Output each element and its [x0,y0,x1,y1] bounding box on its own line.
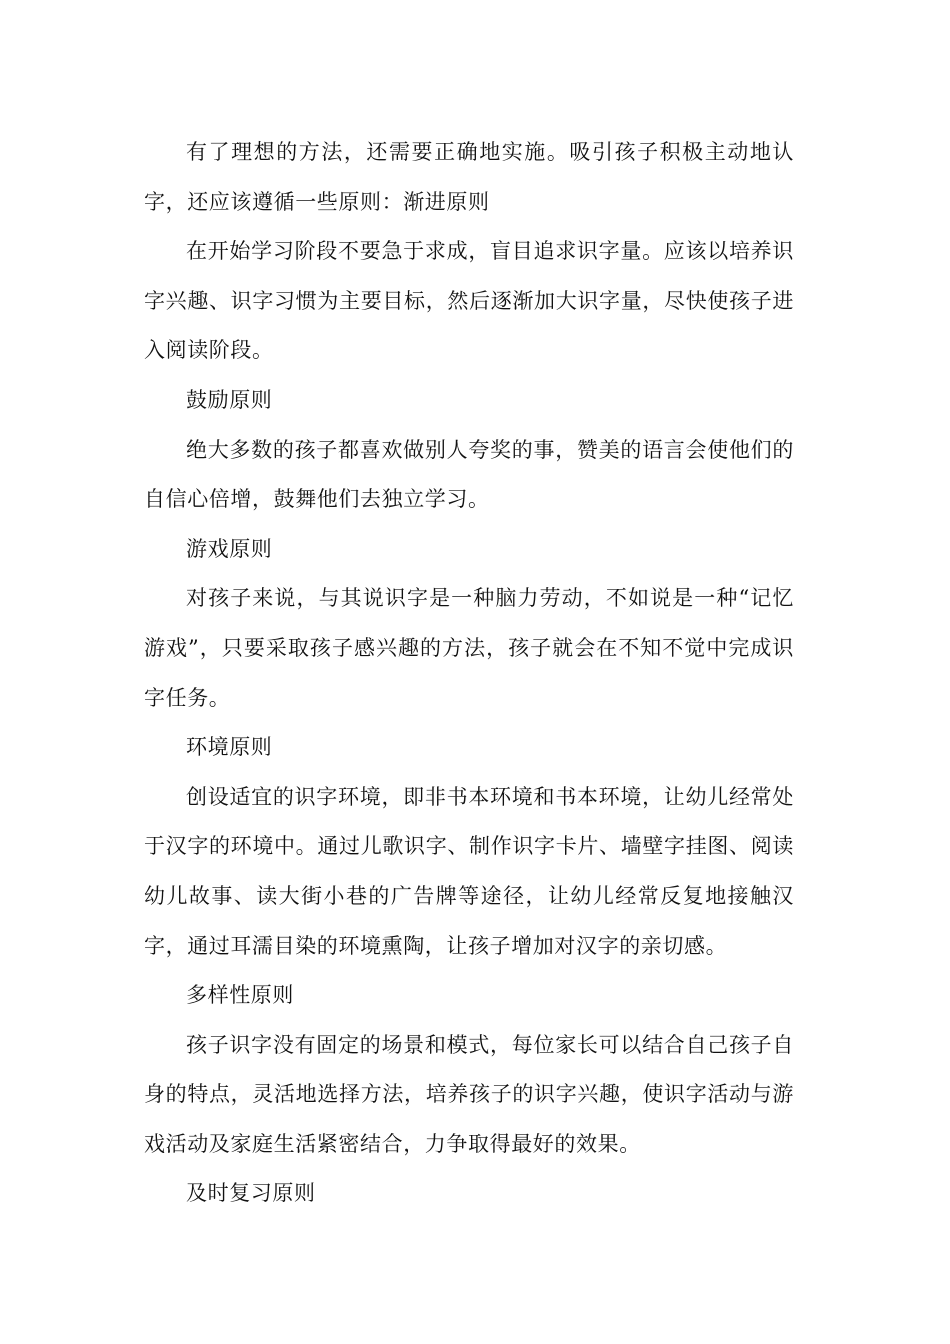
heading-diversity: 多样性原则 [186,983,294,1008]
document-body [144,128,794,1219]
paragraph-encouragement: 绝大多数的孩子都喜欢做别人夸奖的事，赞美的语言会使他们的自信心倍增，鼓舞他们去独立学习。 [144,437,794,512]
heading-game: 游戏原则 [186,536,273,561]
paragraph-game: 对孩子来说，与其说识字是一种脑力劳动，不如说是一种“记忆游戏”，只要采取孩子感兴趣的方法，孩子就会在不知不觉中完成识字任务。 [144,586,794,710]
heading-review: 及时复习原则 [186,1181,316,1206]
paragraph-environment: 创设适宜的识字环境，即非书本环境和书本环境，让幼儿经常处于汉字的环境中。通过儿歌识字、制作识字卡片、墙壁字挂图、阅读幼儿故事、读大街小巷的广告牌等途径，让幼儿经常反复地接触汉字，通过耳濡目染的环境熏陶，让孩子增加对汉字的亲切感。 [144,784,794,958]
heading-environment: 环境原则 [186,735,273,760]
paragraph-gradual: 在开始学习阶段不要急于求成，盲目追求识字量。应该以培养识字兴趣、识字习惯为主要目标，然后逐渐加大识字量，尽快使孩子进入阅读阶段。 [144,239,794,363]
paragraph-diversity: 孩子识字没有固定的场景和模式，每位家长可以结合自己孩子自身的特点，灵活地选择方法，培养孩子的识字兴趣，使识字活动与游戏活动及家庭生活紧密结合，力争取得最好的效果。 [144,1032,794,1156]
paragraph-intro: 有了理想的方法，还需要正确地实施。吸引孩子积极主动地认字，还应该遵循一些原则：渐进原则 [144,140,794,214]
heading-encouragement: 鼓励原则 [186,387,273,412]
